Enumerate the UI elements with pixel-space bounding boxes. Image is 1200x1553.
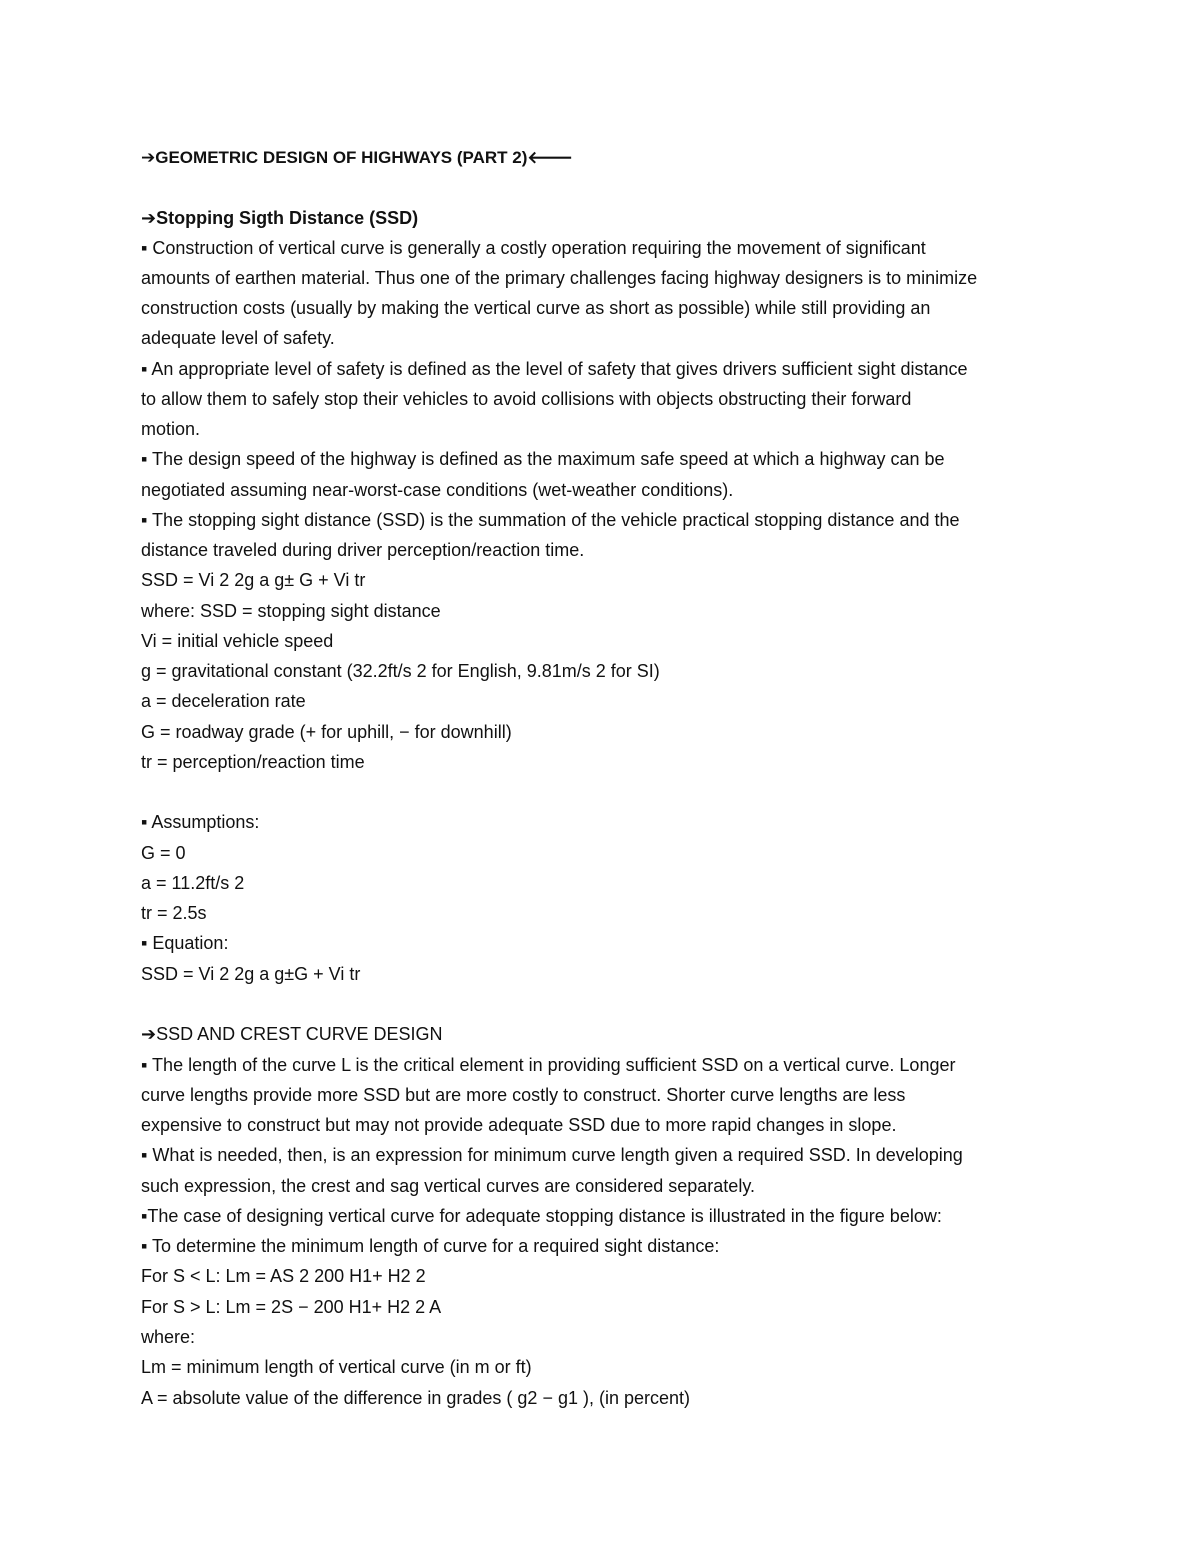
- paragraph-line: ▪ Assumptions:: [141, 812, 260, 832]
- paragraph-line: ▪ The design speed of the highway is defined as the maximum safe speed at which a highway can be: [141, 449, 945, 469]
- definition-line: a = deceleration rate: [141, 691, 306, 711]
- definition-line: G = roadway grade (+ for uphill, − for downhill): [141, 722, 512, 742]
- paragraph-line: G = 0: [141, 843, 186, 863]
- equation-line: SSD = Vi 2 2g a g± G + Vi tr: [141, 570, 366, 590]
- definition-line: where:: [141, 1327, 196, 1347]
- definition-line: Lm = minimum length of vertical curve (in m or ft): [141, 1357, 532, 1377]
- paragraph-line: distance traveled during driver perception/reaction time.: [141, 540, 585, 560]
- paragraph-line: construction costs (usually by making the vertical curve as short as possible) while still providing an: [141, 298, 931, 318]
- section-heading-crest-curve: ➔SSD AND CREST CURVE DESIGN: [141, 1024, 443, 1044]
- paragraph-line: adequate level of safety.: [141, 328, 335, 348]
- paragraph-line: ▪ To determine the minimum length of curve for a required sight distance:: [141, 1236, 720, 1256]
- equation-line: For S < L: Lm = AS 2 200 H1+ H2 2: [141, 1266, 426, 1286]
- paragraph-line: ▪ Construction of vertical curve is generally a costly operation requiring the movement of significant: [141, 238, 926, 258]
- paragraph-line: amounts of earthen material. Thus one of the primary challenges facing highway designers is to minimize: [141, 268, 978, 288]
- paragraph-line: tr = 2.5s: [141, 903, 207, 923]
- paragraph-line: a = 11.2ft/s 2: [141, 873, 245, 893]
- equation-line: SSD = Vi 2 2g a g±G + Vi tr: [141, 964, 361, 984]
- paragraph-line: curve lengths provide more SSD but are more costly to construct. Shorter curve lengths are less: [141, 1085, 906, 1105]
- paragraph-line: motion.: [141, 419, 201, 439]
- definition-line: Vi = initial vehicle speed: [141, 631, 334, 651]
- paragraph-line: ▪ The stopping sight distance (SSD) is the summation of the vehicle practical stopping distance and the: [141, 510, 960, 530]
- paragraph-line: ▪ What is needed, then, is an expression for minimum curve length given a required SSD. In developing: [141, 1145, 963, 1165]
- equation-line: For S > L: Lm = 2S − 200 H1+ H2 2 A: [141, 1297, 442, 1317]
- paragraph-line: ▪ The length of the curve L is the critical element in providing sufficient SSD on a vertical curve. Longer: [141, 1055, 956, 1075]
- paragraph-line: ▪ An appropriate level of safety is defined as the level of safety that gives drivers sufficient sight distance: [141, 359, 968, 379]
- definition-line: A = absolute value of the difference in grades ( g2 − g1 ), (in percent): [141, 1388, 691, 1408]
- paragraph-line: expensive to construct but may not provide adequate SSD due to more rapid changes in slope.: [141, 1115, 897, 1135]
- definition-line: tr = perception/reaction time: [141, 752, 365, 772]
- paragraph-line: negotiated assuming near-worst-case conditions (wet-weather conditions).: [141, 480, 734, 500]
- paragraph-line: to allow them to safely stop their vehicles to avoid collisions with objects obstructing their forward: [141, 389, 912, 409]
- section-heading-ssd: ➔Stopping Sigth Distance (SSD): [141, 208, 419, 228]
- document-title: ➔GEOMETRIC DESIGN OF HIGHWAYS (PART 2)🡐: [141, 148, 573, 167]
- paragraph-line: ▪The case of designing vertical curve for adequate stopping distance is illustrated in the figure below:: [141, 1206, 942, 1226]
- paragraph-line: such expression, the crest and sag vertical curves are considered separately.: [141, 1176, 755, 1196]
- definition-line: where: SSD = stopping sight distance: [141, 601, 441, 621]
- definition-line: g = gravitational constant (32.2ft/s 2 for English, 9.81m/s 2 for SI): [141, 661, 660, 681]
- paragraph-line: ▪ Equation:: [141, 933, 229, 953]
